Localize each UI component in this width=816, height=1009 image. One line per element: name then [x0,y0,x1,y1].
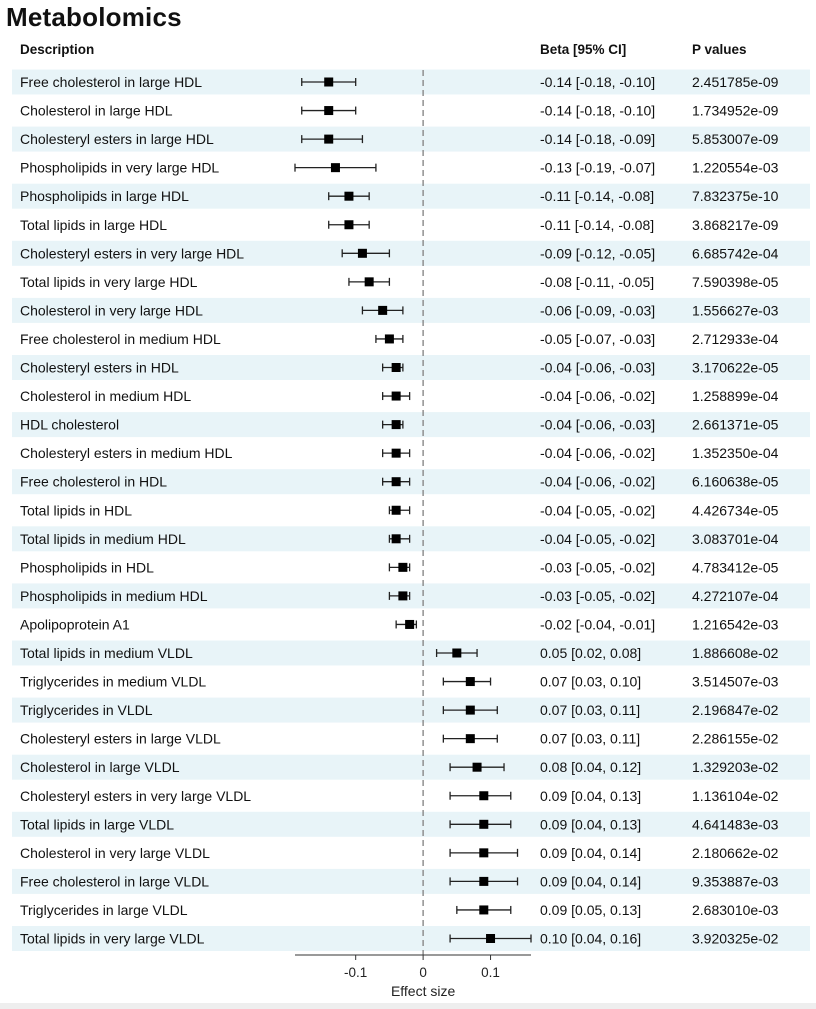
page-footer-bar [0,1003,816,1009]
point-estimate [378,306,387,315]
row-label: Total lipids in very large VLDL [20,930,205,947]
p-value: 2.196847e-02 [692,702,779,719]
point-estimate [398,591,407,600]
row-label: Total lipids in medium HDL [20,530,186,547]
beta-ci-value: -0.04 [-0.06, -0.03] [540,416,656,433]
p-value: 3.920325e-02 [692,930,779,947]
p-value: 1.136104e-02 [692,787,779,804]
point-estimate [392,506,401,515]
p-value: 7.832375e-10 [692,188,779,205]
p-value: 1.886608e-02 [692,645,779,661]
point-estimate [486,934,495,943]
beta-ci-value: 0.07 [0.03, 0.11] [540,702,641,719]
p-value: 9.353887e-03 [692,873,779,890]
beta-ci-header: Beta [95% CI] [540,42,627,57]
beta-ci-value: 0.08 [0.04, 0.12] [540,759,642,776]
beta-ci-value: -0.11 [-0.14, -0.08] [540,188,655,205]
p-value: 1.216542e-03 [692,616,779,633]
row-label: Triglycerides in VLDL [20,702,153,719]
row-label: Cholesteryl esters in very large VLDL [20,787,252,804]
p-value: 2.661371e-05 [692,416,779,433]
point-estimate [392,534,401,543]
p-value: 4.641483e-03 [692,816,779,833]
row-label: Triglycerides in medium VLDL [20,673,207,690]
p-value: 1.556627e-03 [692,302,779,319]
p-value: 5.853007e-09 [692,131,779,148]
beta-ci-value: -0.04 [-0.06, -0.02] [540,388,656,405]
point-estimate [392,420,401,429]
beta-ci-value: 0.05 [0.02, 0.08] [540,645,642,661]
beta-ci-value: 0.09 [0.04, 0.14] [540,844,642,861]
p-value: 4.272107e-04 [692,587,779,604]
point-estimate [358,249,367,258]
point-estimate [479,848,488,857]
row-label: Cholesterol in very large VLDL [20,844,210,861]
point-estimate [392,392,401,401]
point-estimate [473,763,482,772]
p-value: 3.083701e-04 [692,530,779,547]
p-value: 2.712933e-04 [692,330,779,347]
beta-ci-value: -0.04 [-0.05, -0.02] [540,530,656,547]
beta-ci-value: 0.10 [0.04, 0.16] [540,930,642,947]
point-estimate [392,477,401,486]
row-label: Phospholipids in medium HDL [20,587,208,604]
p-value: 1.734952e-09 [692,102,779,119]
beta-ci-value: 0.07 [0.03, 0.10] [540,673,642,690]
beta-ci-value: -0.04 [-0.06, -0.02] [540,445,656,462]
row-label: Cholesterol in very large HDL [20,302,203,319]
row-label: Total lipids in very large HDL [20,273,198,290]
beta-ci-value: -0.14 [-0.18, -0.10] [540,74,656,90]
point-estimate [466,706,475,715]
beta-ci-value: -0.11 [-0.14, -0.08] [540,216,655,233]
row-label: Free cholesterol in large VLDL [20,873,210,890]
row-label: Free cholesterol in HDL [20,473,168,490]
description-header: Description [20,42,95,57]
point-estimate [344,192,353,201]
row-label: Cholesterol in medium HDL [20,388,192,405]
beta-ci-value: 0.07 [0.03, 0.11] [540,730,641,747]
p-value: 1.220554e-03 [692,159,779,176]
point-estimate [452,649,461,658]
point-estimate [479,905,488,914]
row-label: Cholesteryl esters in large VLDL [20,730,221,747]
beta-ci-value: -0.09 [-0.12, -0.05] [540,245,656,262]
point-estimate [324,106,333,115]
point-estimate [479,791,488,800]
beta-ci-value: -0.06 [-0.09, -0.03] [540,302,656,319]
beta-ci-value: -0.14 [-0.18, -0.10] [540,102,656,119]
beta-ci-value: -0.04 [-0.06, -0.03] [540,359,656,376]
beta-ci-value: -0.04 [-0.06, -0.02] [540,473,656,490]
row-label: Total lipids in large VLDL [20,816,175,833]
row-label: Cholesterol in large VLDL [20,759,180,776]
point-estimate [344,220,353,229]
point-estimate [479,877,488,886]
p-value: 6.685742e-04 [692,245,779,262]
row-label: Phospholipids in large HDL [20,188,189,205]
beta-ci-value: 0.09 [0.04, 0.13] [540,787,642,804]
beta-ci-value: -0.03 [-0.05, -0.02] [540,559,656,576]
p-value: 6.160638e-05 [692,473,779,490]
x-axis-title: Effect size [390,983,456,999]
point-estimate [385,334,394,343]
point-estimate [324,78,333,87]
p-value: 4.426734e-05 [692,502,779,519]
row-label: Total lipids in large HDL [20,216,168,233]
p-value: 2.683010e-03 [692,901,779,918]
x-tick-label: 0.1 [481,965,500,980]
p-value: 7.590398e-05 [692,273,779,290]
beta-ci-value: 0.09 [0.05, 0.13] [540,901,642,918]
beta-ci-value: -0.03 [-0.05, -0.02] [540,587,656,604]
row-label: Free cholesterol in medium HDL [20,330,221,347]
p-value: 3.514507e-03 [692,673,779,690]
point-estimate [331,163,340,172]
point-estimate [392,449,401,458]
row-label: HDL cholesterol [20,416,120,433]
p-value: 2.180662e-02 [692,844,779,861]
point-estimate [466,677,475,686]
row-label: Total lipids in medium VLDL [20,645,193,661]
row-label: Cholesteryl esters in large HDL [20,131,214,148]
point-estimate [398,563,407,572]
row-label: Cholesteryl esters in medium HDL [20,445,233,462]
beta-ci-value: -0.05 [-0.07, -0.03] [540,330,656,347]
point-estimate [392,363,401,372]
beta-ci-value: -0.08 [-0.11, -0.05] [540,273,655,290]
p-value: 2.286155e-02 [692,730,779,747]
point-estimate [365,277,374,286]
row-label: Cholesteryl esters in very large HDL [20,245,245,262]
p-value: 3.868217e-09 [692,216,779,233]
p-value: 2.451785e-09 [692,74,779,90]
point-estimate [405,620,414,629]
row-label: Phospholipids in HDL [20,559,154,576]
p-value: 1.329203e-02 [692,759,779,776]
chart-title: Metabolomics [6,2,182,32]
row-label: Cholesterol in large HDL [20,102,173,119]
x-tick-label: -0.1 [344,965,368,980]
beta-ci-value: -0.02 [-0.04, -0.01] [540,616,656,633]
x-tick-label: 0 [419,965,427,980]
p-value: 4.783412e-05 [692,559,779,576]
p-value: 1.258899e-04 [692,388,779,405]
p-values-header: P values [692,42,747,57]
row-band [12,412,810,437]
beta-ci-value: -0.04 [-0.05, -0.02] [540,502,656,519]
beta-ci-value: 0.09 [0.04, 0.14] [540,873,642,890]
beta-ci-value: -0.14 [-0.18, -0.09] [540,131,656,148]
beta-ci-value: -0.13 [-0.19, -0.07] [540,159,656,176]
row-label: Free cholesterol in large HDL [20,74,203,90]
p-value: 3.170622e-05 [692,359,779,376]
row-label: Phospholipids in very large HDL [20,159,220,176]
row-label: Triglycerides in large VLDL [20,901,188,918]
row-label: Cholesteryl esters in HDL [20,359,179,376]
row-label: Apolipoprotein A1 [20,616,130,633]
p-value: 1.352350e-04 [692,445,779,462]
beta-ci-value: 0.09 [0.04, 0.13] [540,816,642,833]
point-estimate [324,135,333,144]
point-estimate [466,734,475,743]
point-estimate [479,820,488,829]
row-label: Total lipids in HDL [20,502,133,519]
